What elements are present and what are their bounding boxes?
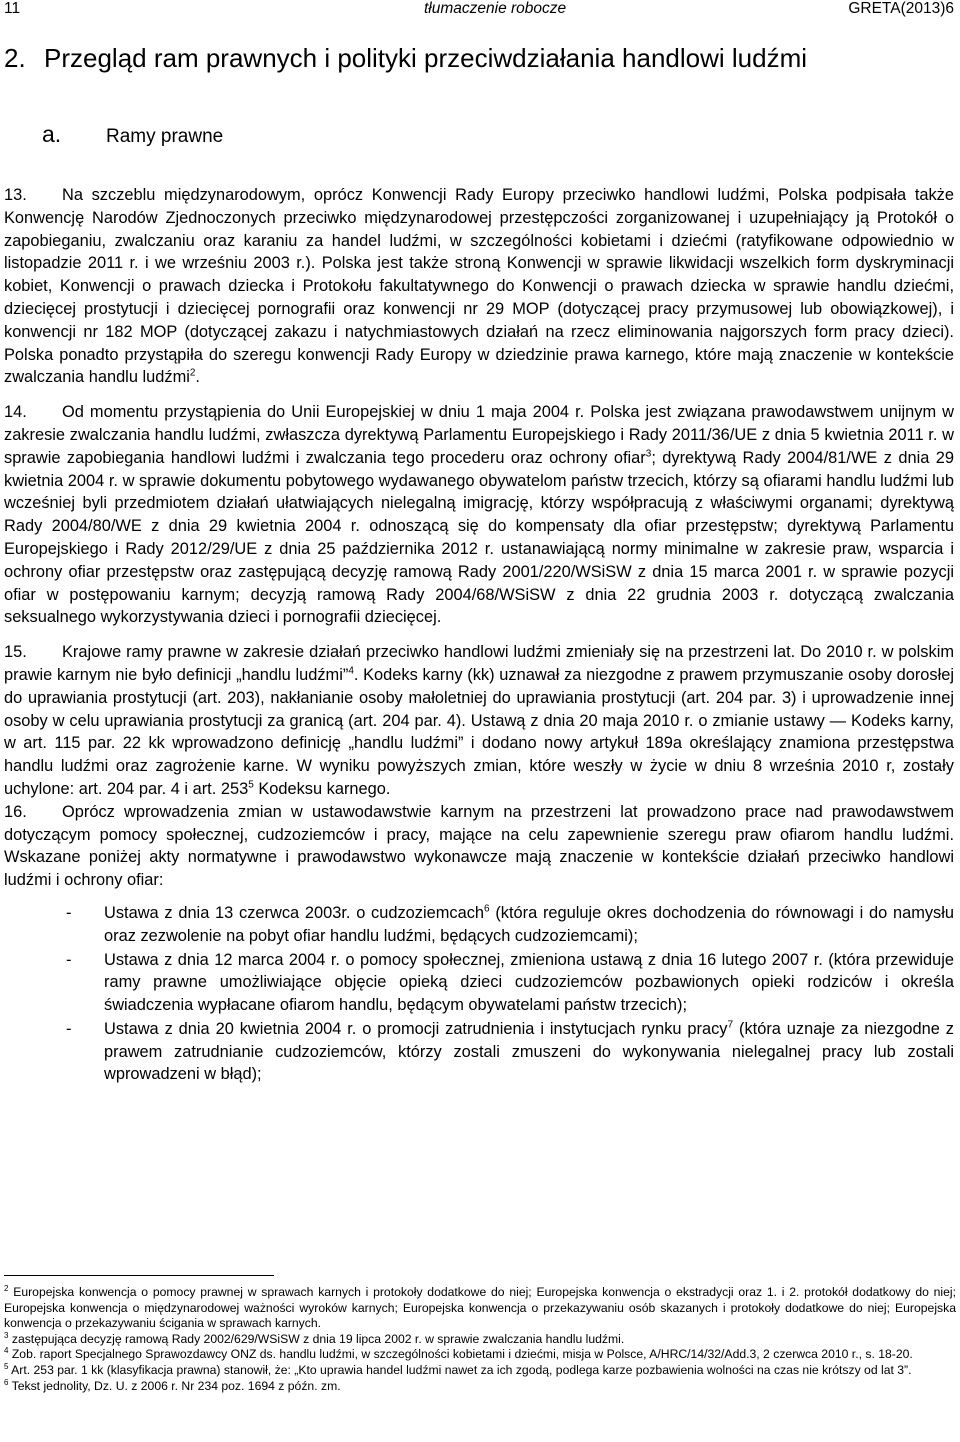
section-heading <box>4 43 944 74</box>
list-item <box>4 949 954 1017</box>
list-dash: - <box>66 1019 72 1038</box>
footnote-ref[interactable]: 6 <box>484 903 490 915</box>
footnote <box>4 1363 956 1379</box>
paragraph-text: Krajowe ramy prawne w zakresie działań przeciwko handlowi ludźmi zmieniały się na przestrzeni lat. Do 2010 r. w polskim prawie karnym nie było definicji „handlu ludźmi” <box>4 643 954 684</box>
page-number: 11 <box>4 0 21 17</box>
footnote-number: 2 <box>4 1283 9 1293</box>
paragraph-text: . <box>195 368 200 387</box>
list-item-text: Ustawa z dnia 12 marca 2004 r. o pomocy społecznej, zmieniona ustawą z dnia 16 lutego 2007 r. (która przewiduje ramy prawne umożliwiające objęcie opieką dzieci cudzoziemców pozbawionych opieki rodziców i określa świadczenia wypłacane ofiarom handlu, będącym obywatelami państw trzecich); <box>104 950 954 1015</box>
subsection-letter: a. <box>42 121 62 147</box>
footnote-number: 3 <box>4 1330 9 1340</box>
footnote <box>4 1332 956 1348</box>
paragraph-13 <box>4 184 954 389</box>
list-item-text: Ustawa z dnia 20 kwietnia 2004 r. o promocji zatrudnienia i instytucjach rynku pracy <box>104 1019 728 1038</box>
footnote-number: 6 <box>4 1377 9 1387</box>
paragraph-text: . Kodeks karny (kk) uznawał za niezgodne z prawem przymuszanie osoby dorosłej do uprawiania prostytucji (art. 203), nakłanianie osoby małoletniej do uprawiania prostytucji (art. 204 par. 3) i uprowadzenie innej osoby w celu uprawiania prostytucji za granicą (art. 204 par. 4). Ustawą z dnia 20 maja 2010 r. o zmianie ustawy — Kodeks karny, w art. 115 par. 22 kk wprowadzono definicję „handlu ludźmi” i dodano nowy artykuł 189a określający znamiona przestępstwa handlu ludźmi oraz zagrożenie karne. W wyniku powyższych zmian, które weszły w życie w dniu 8 września 2010 r, zostały uchylone: art. 204 par. 4 i art. 253 <box>4 665 954 798</box>
list-item-text: (która reguluje okres dochodzenia do równowagi i do namysłu oraz zezwolenie na pobyt ofiar handlu ludźmi, będących cudzoziemcami); <box>104 903 955 945</box>
footnotes <box>4 1285 956 1394</box>
footnote-text: Tekst jednolity, Dz. U. z 2006 r. Nr 234 poz. 1694 z późn. zm. <box>11 1378 341 1393</box>
footnote <box>4 1285 956 1332</box>
paragraph-14 <box>4 401 954 629</box>
paragraph-16 <box>4 801 954 892</box>
page-header <box>4 0 954 22</box>
list-item <box>4 1018 954 1086</box>
body-text <box>4 184 954 1087</box>
footnote <box>4 1379 956 1395</box>
paragraph-text: Oprócz wprowadzenia zmian w ustawodawstwie karnym na przestrzeni lat prowadzono prace nad prawodawstwem dotyczącym pomocy społecznej, cudzoziemców i pracy, mające na celu zapewnienie szeregu praw ofiarom handlu ludźmi. Wskazane poniżej akty normatywne i prawodawstwo wykonawcze mają znaczenie w kontekście działań przeciwko handlowi ludźmi i ochrony ofiar: <box>4 802 954 890</box>
footnote-text: zastępująca decyzję ramową Rady 2002/629/WSiSW z dnia 19 lipca 2002 r. w sprawie zwalczania handlu ludźmi. <box>11 1331 625 1346</box>
document-reference: GRETA(2013)6 <box>848 0 954 17</box>
footnote-ref[interactable]: 4 <box>348 665 354 677</box>
paragraph-number: 13. <box>4 186 27 204</box>
paragraph-text: Na szczeblu międzynarodowym, oprócz Konwencji Rady Europy przeciwko handlowi ludźmi, Polska podpisała także Konwencję Narodów Zjednoczonych przeciwko międzynarodowej przestępczości zorganizowanej i uzupełniający ją Protokół o zapobieganiu, zwalczaniu oraz karaniu za handel ludźmi, w szczególności kobietami i dziećmi (ratyfikowane odpowiednio w listopadzie 2011 r. i we wrześniu 2003 r.). Polska jest także stroną Konwencji w sprawie likwidacji wszelkich form dyskryminacji kobiet, Konwencji o prawach dziecka i Protokołu fakultatywnego do Konwencji o prawach dziecka w sprawie handlu dziećmi, dziecięcej prostytucji i dziecięcej pornografii oraz konwencji nr 29 MOP (dotyczącej pracy przymusowej lub obowiązkowej), i konwencji nr 182 MOP (dotyczącej zakazu i natychmiastowych działań na rzecz eliminowania najgorszych form pracy dzieci). Polska ponadto przystąpiła do szeregu konwencji Rady Europy w dziedzinie prawa karnego, które mają znaczenie w kontekście zwalczania handlu ludźmi <box>4 186 954 387</box>
footnote-separator <box>4 1275 274 1276</box>
section-number: 2. <box>4 43 26 73</box>
paragraph-number: 16. <box>4 802 27 821</box>
footnote <box>4 1347 956 1363</box>
footnote-ref[interactable]: 7 <box>727 1019 734 1031</box>
footnote-text: Europejska konwencja o pomocy prawnej w sprawach karnych i protokoły dodatkowe do niej; Europejska konwencja o ekstradycji oraz 1. i 2. protokół dodatkowy do niej; Europejska konwencja o międzynarodowej ważności wyroków karnych; Europejska konwencja o przekazywaniu osób skazanych i protokoły dodatkowe do niej; Europejska konwencja o przekazywaniu ścigania w sprawach karnych. <box>4 1285 956 1331</box>
footnote-ref[interactable]: 2 <box>189 367 196 379</box>
list-dash: - <box>66 950 72 969</box>
paragraph-text: ; dyrektywą Rady 2004/81/WE z dnia 29 kwietnia 2004 r. w sprawie dokumentu pobytowego wydawanego obywatelom państw trzecich, którzy są ofiarami handlu ludźmi lub wcześniej byli przedmiotem działań ułatwiających nielegalną imigrację, którzy współpracują z właściwymi organami; dyrektywą Rady 2004/80/WE z dnia 29 kwietnia 2004 r. odnoszącą się do kompensaty dla ofiar przestępstw; dyrektywą Parlamentu Europejskiego i Rady 2012/29/UE z dnia 25 października 2012 r. ustanawiającą normy minimalne w zakresie praw, wsparcia i ochrony ofiar przestępstw oraz zastępującą decyzję ramową Rady 2001/220/WSiSW z dnia 15 marca 2001 r. w sprawie pozycji ofiar w postępowaniu karnym; decyzją ramową Rady 2004/68/WSiSW z dnia 22 grudnia 2003 r. dotyczącą zwalczania seksualnego wykorzystywania dzieci i pornografii dziecięcej. <box>4 448 955 627</box>
legal-acts-list <box>4 902 954 1086</box>
paragraph-number: 14. <box>4 403 27 422</box>
list-item <box>4 902 954 948</box>
subsection-title: Ramy prawne <box>106 126 224 147</box>
footnote-number: 5 <box>4 1361 9 1371</box>
footnote-ref[interactable]: 3 <box>645 448 652 460</box>
footnote-text: Art. 253 par. 1 kk (klasyfikacja prawna) stanowił, że: „Kto uprawia handel ludźmi nawet za ich zgodą, podlega karze pozbawienia wolności na czas nie krótszy od lat 3”. <box>11 1362 912 1377</box>
paragraph-number: 15. <box>4 643 27 662</box>
section-title: Przegląd ram prawnych i polityki przeciwdziałania handlowi ludźmi <box>44 43 808 73</box>
subsection-heading <box>42 122 223 149</box>
list-item-text: Ustawa z dnia 13 czerwca 2003r. o cudzoziemcach <box>104 903 485 922</box>
footnote-number: 4 <box>4 1346 9 1356</box>
paragraph-text: Kodeksu karnego. <box>253 779 391 798</box>
footnote-ref[interactable]: 5 <box>248 779 254 791</box>
footnote-text: Zob. raport Specjalnego Sprawozdawcy ONZ ds. handlu ludźmi, w szczególności kobietami i dziećmi, misja w Polsce, A/HRC/14/32/Add.3, 2 czerwca 2010 r., s. 18-20. <box>11 1347 913 1362</box>
list-item-text: (która uznaje za niezgodne z prawem zatrudnianie cudzoziemców, którzy zostali zmuszeni do wykonywania nielegalnej pracy lub zostali wprowadzeni w błąd); <box>104 1019 954 1084</box>
paragraph-15 <box>4 641 954 801</box>
list-dash: - <box>66 903 72 922</box>
header-center-note: tłumaczenie robocze <box>424 0 567 17</box>
paragraph-text: Od momentu przystąpienia do Unii Europejskiej w dniu 1 maja 2004 r. Polska jest związana prawodawstwem unijnym w zakresie zwalczania handlu ludźmi, zwłaszcza dyrektywą Parlamentu Europejskiego i Rady 2011/36/UE z dnia 5 kwietnia 2011 r. w sprawie zapobiegania handlowi ludźmi i zwalczania tego procederu oraz ochrony ofiar <box>4 403 954 467</box>
